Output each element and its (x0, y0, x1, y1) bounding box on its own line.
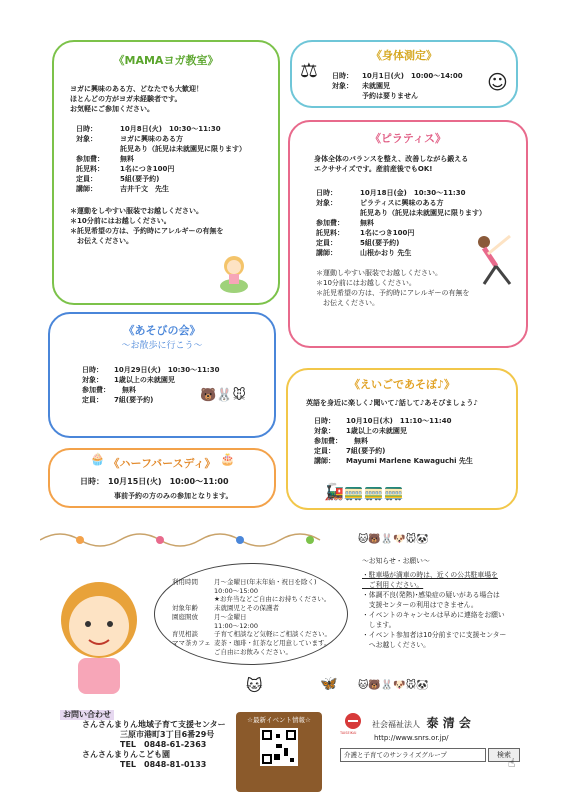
animals-walking-illustration: 🐻🐰🐭 (200, 388, 246, 403)
half-birthday-title: 《ハーフバースディ》 (108, 457, 216, 470)
scale-icon: ⚖ (300, 58, 318, 82)
cat-face-icon: 🐱 (246, 676, 263, 695)
pilates-details: 日時： 10月18日(金) 10:30～11:30 対象： ピラティスに興味のある方 託児あり（託児は未就園児に限ります） 参加費： 無料 託児料： 1名につき100円 定員： 5組(要予約) 講師： 山根かおり 先生 (316, 189, 486, 257)
child-icon: ☺ (487, 70, 508, 94)
mama-yoga-notes: ＊運動をしやすい服装でお越しください。 ＊10分前にはお越しください。 ＊託児希望の方は、予約時にアレルギーの有無を お伝えください。 (70, 207, 224, 245)
half-birthday-section (48, 448, 276, 508)
mama-yoga-section (52, 40, 280, 305)
eigo-details: 日時： 10月10日(木) 11:10～11:40 対象： 1歳以上の未就園児 参加費： 無料 定員： 7組(要予約) 講師： Mayumi Marlene Kawaguchi 先生 (314, 417, 473, 465)
cursor-hand-icon: ☝ (508, 756, 516, 770)
shintai-details: 日時： 10月1日(火) 10:00～14:00 対象： 未就園児 予約は要りません (332, 72, 463, 100)
org-logo-text: TAISEIKAI (340, 731, 357, 735)
half-birthday-date: 日時： 10月15日(火) 10:00～11:00 (80, 477, 229, 486)
contact-section: お問い合わせ さんさんまりん地域子育て支援センター 三原市港町3丁目6番29号 TEL 0848-61-2363 さんさんまりんこども園 TEL 0848-81-0133 (60, 710, 226, 770)
shintai-title: 《身体測定》 (371, 49, 437, 62)
animal-faces-row-bottom: 🐱🐻🐰🐶🐭🐼 (358, 680, 429, 691)
org-url[interactable]: http://www.snrs.or.jp/ (374, 734, 449, 742)
pilates-notes: ＊運動しやすい服装でお越しください。 ＊10分前にはお越しください。 ＊託児希望の方は、予約時にアレルギーの有無を お伝えください。 (316, 269, 470, 307)
pilates-pose-illustration (470, 232, 520, 288)
asobi-title: 《あそびの会》 (123, 324, 201, 337)
search-button[interactable]: 検索 (488, 748, 520, 762)
facility-info: 利用時間 月～金曜日(年末年始・祝日を除く) 10:00～15:00 ★お弁当などご自由にお持ちください。 対象年齢 未就園児とその保護者 園庭開放 月～金曜日 11:00～12:00 育児相談 子育て相談など気軽にご相談ください。 ママ茶カフェ 麦茶・珈琲・紅茶など用意しています。 ご自由にお飲みください。 (172, 578, 331, 656)
contact-title: お問い合わせ (60, 710, 114, 720)
pilates-title: 《ピラティス》 (369, 132, 447, 145)
notice-section: ～お知らせ・お願い～ ・駐車場が満車の時は、近くの公共駐車場を ご利用ください。 ・体調不良(発熱)･感染症の疑いがある場合は 支援センターの利用はできません。 ・イベントのキャンセルは早めに連絡をお願い します。 ・イベント参加者は10分前までに支援センター へお越しください。 (362, 557, 507, 649)
search-bar (340, 748, 520, 762)
taiseikai-logo (342, 712, 364, 732)
qr-board (236, 712, 322, 792)
shintai-section (290, 40, 518, 108)
asobi-subtitle: ～お散歩に行こう～ (121, 341, 203, 351)
animal-faces-row-top: 🐱🐻🐰🐶🐭🐼 (358, 534, 429, 545)
half-birthday-note: 事前予約の方のみの参加となります。 (114, 492, 233, 500)
yoga-girl-illustration (212, 252, 256, 296)
butterfly-icon: 🦋 (320, 676, 338, 692)
notice-title: ～お知らせ・お願い～ (362, 557, 430, 565)
qr-label: ☆最新イベント情報☆ (247, 716, 311, 724)
cupcake-icon: 🧁 (90, 452, 105, 466)
org-name: 社会福祉法人 泰 清 会 (372, 716, 471, 730)
search-input[interactable]: 介護と子育てのサンライズグループ (340, 748, 486, 762)
pilates-section (288, 120, 528, 348)
eigo-section (286, 368, 518, 510)
girl-illustration (44, 570, 154, 700)
pilates-intro: 身体全体のバランスを整え、改善しながら鍛える エクササイズです。産前産後でもOK! (314, 155, 469, 173)
train-illustration: 🚂🚃🚃🚃 (324, 482, 404, 501)
cake-icon: 🎂 (220, 452, 235, 466)
decorative-garland (40, 528, 340, 550)
mama-yoga-intro: ヨガに興味のある方、どなたでも大歓迎！ ほとんどの方がヨガ未経験者です。 お気軽にご参加ください。 (70, 85, 203, 113)
qr-code-icon[interactable] (260, 728, 298, 766)
mama-yoga-title: 《MAMAヨガ教室》 (113, 54, 219, 67)
eigo-intro: 英語を身近に楽しく♪聞いて♪話して♪あそびましょう♪ (306, 399, 478, 407)
eigo-title: 《えいごであそぼ♪》 (348, 378, 456, 391)
asobi-details: 日時： 10月29日(火) 10:30～11:30 対象： 1歳以上の未就園児 参加費： 無料 定員： 7組(要予約) (82, 366, 220, 404)
asobi-section (48, 312, 276, 438)
mama-yoga-details: 日時： 10月8日(火) 10:30～11:30 対象： ヨガに興味のある方 託児あり（託児は未就園児に限ります） 参加費： 無料 託児料： 1名につき100円 定員： 5組(要予約) 講師： 吉井千文 先生 (76, 125, 246, 193)
